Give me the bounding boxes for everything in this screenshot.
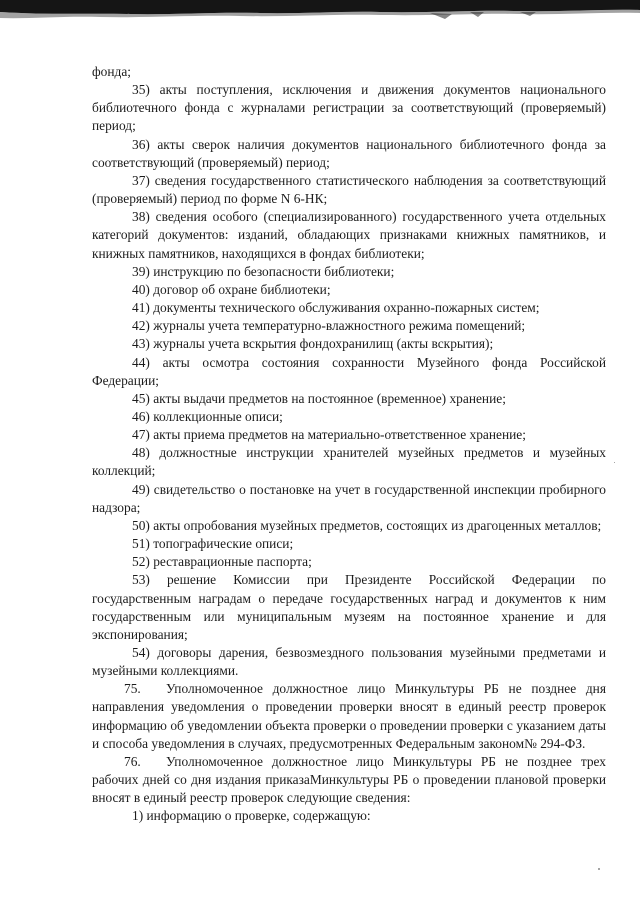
section-text: Уполномоченное должностное лицо Минкультуры РБ не позднее дня направления уведомления о проведении проверки вносят в единый реестр проверок информацию об уведомлении объекта проверки о проведении проверки с указанием даты и способа уведомления в случаях, предусмотренных Федеральным законом№ 294-ФЗ. <box>92 681 606 751</box>
list-item: 43) журналы учета вскрытия фондохранилищ (акты вскрытия); <box>132 336 494 352</box>
list-item: 44) акты осмотра состояния сохранности Музейного фонда Российской Федерации; <box>92 354 606 388</box>
scan-speck <box>614 462 615 463</box>
list-item: 52) реставрационные паспорта; <box>132 554 312 570</box>
list-item: 49) свидетельство о постановке на учет в государственной инспекции пробирного надзора; <box>92 481 606 515</box>
list-item: 47) акты приема предметов на материально-ответственное хранение; <box>132 427 526 443</box>
section-number: 76. <box>124 753 141 769</box>
section-76 <box>92 753 606 807</box>
document-page <box>92 63 606 826</box>
list-item: 46) коллекционные описи; <box>132 408 283 424</box>
list-item: 51) топографические описи; <box>132 536 294 552</box>
list-item: 53) решение Комиссии при Президенте Российской Федерации по государственным наградам о передаче государственных наград и документов к ним государственным или муниципальным музеям на постоянное хранение и для экспонирования; <box>92 572 606 642</box>
list-item: 38) сведения особого (специализированного) государственного учета отдельных категорий документов: изданий, обладающих признаками книжных памятников, и книжных памятников, находящихся в фондах библиотеки; <box>92 209 606 261</box>
list-item: 41) документы технического обслуживания охранно-пожарных систем; <box>132 300 540 316</box>
list-item: 48) должностные инструкции хранителей музейных предметов и музейных коллекций; <box>92 445 606 479</box>
list-item: 45) акты выдачи предметов на постоянное (временное) хранение; <box>132 390 506 406</box>
continuation-text: фонда; <box>92 64 132 79</box>
list-item: 39) инструкцию по безопасности библиотеки; <box>132 263 395 279</box>
section-number: 75. <box>124 681 141 697</box>
scan-edge-artifact <box>0 0 640 26</box>
list-item: 36) акты сверок наличия документов национального библиотечного фонда за соответствующий (проверяемый) период; <box>92 136 606 170</box>
sub-item: 1) информацию о проверке, содержащую: <box>132 808 371 824</box>
list-item: 50) акты опробования музейных предметов, состоящих из драгоценных металлов; <box>132 517 602 533</box>
list-item: 54) договоры дарения, безвозмездного пользования музейными предметами и музейными коллекциями. <box>92 645 606 679</box>
list-item: 40) договор об охране библиотеки; <box>132 281 331 297</box>
list-item: 35) акты поступления, исключения и движения документов национального библиотечного фонда с журналами регистрации за соответствующий (проверяемый) период; <box>92 82 606 134</box>
list-item: 37) сведения государственного статистического наблюдения за соответствующий (проверяемый) период по форме N 6-НК; <box>92 172 606 207</box>
section-75 <box>92 680 606 753</box>
list-item: 42) журналы учета температурно-влажностного режима помещений; <box>132 318 526 334</box>
section-text: Уполномоченное должностное лицо Минкультуры РБ не позднее трех рабочих дней со дня издания приказаМинкультуры РБ о проведении плановой проверки вносят в единый реестр проверок следующие сведения: <box>92 753 606 806</box>
scan-speck <box>598 868 600 870</box>
